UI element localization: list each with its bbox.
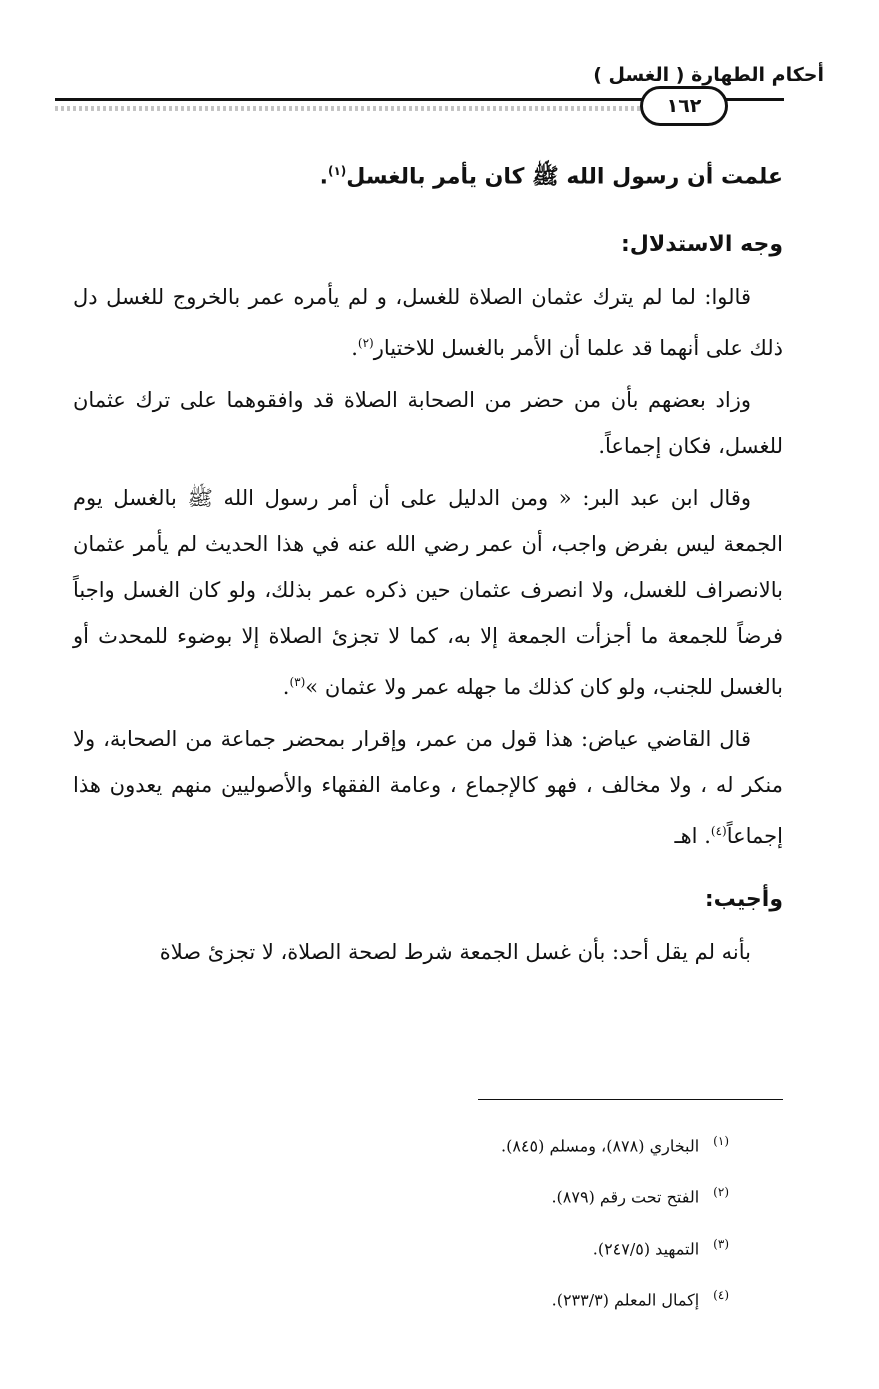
- footnote: [229, 1169, 729, 1220]
- paragraph-end: .: [351, 336, 358, 361]
- footnote-text: البخاري (٨٧٨)، ومسلم (٨٤٥).: [501, 1136, 700, 1156]
- paragraph-text: قالوا: لما لم يترك عثمان الصلاة للغسل، و لم يأمره عمر بالخروج للغسل دل ذلك على أنهما قد علما أن الأمر بالغسل للاختيار: [73, 285, 783, 361]
- footnote-mark: (٣): [713, 1236, 729, 1251]
- main-text: [73, 148, 783, 975]
- header-rule-dotted: [55, 106, 654, 111]
- footnote-ref: (٤): [710, 824, 727, 839]
- lead-end: .: [319, 164, 328, 190]
- section-heading: وجه الاستدلال:: [620, 232, 783, 258]
- header-rule-right: [720, 98, 784, 101]
- paragraph: وزاد بعضهم بأن من حضر من الصحابة الصلاة قد وافقوهما على ترك عثمان للغسل، فكان إجماعاً.: [73, 388, 783, 459]
- footnote: [229, 1221, 729, 1272]
- footnote-mark: (١): [713, 1134, 729, 1148]
- footnote-ref: (١): [327, 164, 347, 178]
- paragraph: [73, 475, 783, 710]
- lead-sentence: [73, 148, 783, 200]
- footnote-text: التمهيد (٢٤٧/٥).: [592, 1238, 700, 1258]
- footnote-rule: [478, 1099, 783, 1100]
- footnote-ref: (٢): [357, 336, 374, 351]
- lead-text: علمت أن رسول الله ﷺ كان يأمر بالغسل: [346, 164, 783, 190]
- paragraph: بأنه لم يقل أحد: بأن غسل الجمعة شرط لصحة الصلاة، لا تجزئ صلاة: [159, 940, 751, 965]
- footnote: [229, 1272, 729, 1323]
- running-title: أحكام الطهارة ( الغسل ): [593, 64, 824, 86]
- paragraph-text: قال القاضي عياض: هذا قول من عمر، وإقرار بمحضر جماعة من الصحابة، ولا منكر له ، ولا مخالف ، فهو كالإجماع ، وعامة الفقهاء والأصوليين منهم يعدون هذا إجماعاً: [73, 727, 783, 849]
- footnote-mark: (٢): [713, 1185, 729, 1200]
- paragraph-end: .: [282, 675, 290, 700]
- footnotes: [229, 1118, 729, 1323]
- footnote-text: إكمال المعلم (٢٣٣/٣).: [551, 1290, 700, 1310]
- footnote-ref: (٣): [289, 675, 306, 690]
- section-heading: وأجيب:: [704, 887, 783, 913]
- footnote-text: الفتح تحت رقم (٨٧٩).: [551, 1187, 700, 1207]
- footnote: [229, 1118, 729, 1169]
- footnote-mark: (٤): [713, 1287, 729, 1302]
- paragraph-end: . اهـ: [674, 824, 711, 849]
- paragraph-text: وقال ابن عبد البر: « ومن الدليل على أن أمر رسول الله ﷺ بالغسل يوم الجمعة ليس بفرض واجب، أن عمر رضي الله عنه في هذا الحديث لم يأمر عثمان بالانصراف للغسل، ولا انصرف عثمان حين ذكره عمر بذلك، ولو كان الغسل واجباً فرضاً للجمعة ما أجزأت الجمعة إلا به، كما لا تجزئ الصلاة إلا بوضوء للمحدث أو بالغسل للجنب، ولو كان كذلك ما جهله عمر ولا عثمان »: [73, 486, 784, 700]
- header-rule: [55, 98, 654, 101]
- paragraph: [73, 274, 783, 371]
- paragraph: [73, 716, 783, 859]
- page-number: ١٦٢: [640, 86, 728, 126]
